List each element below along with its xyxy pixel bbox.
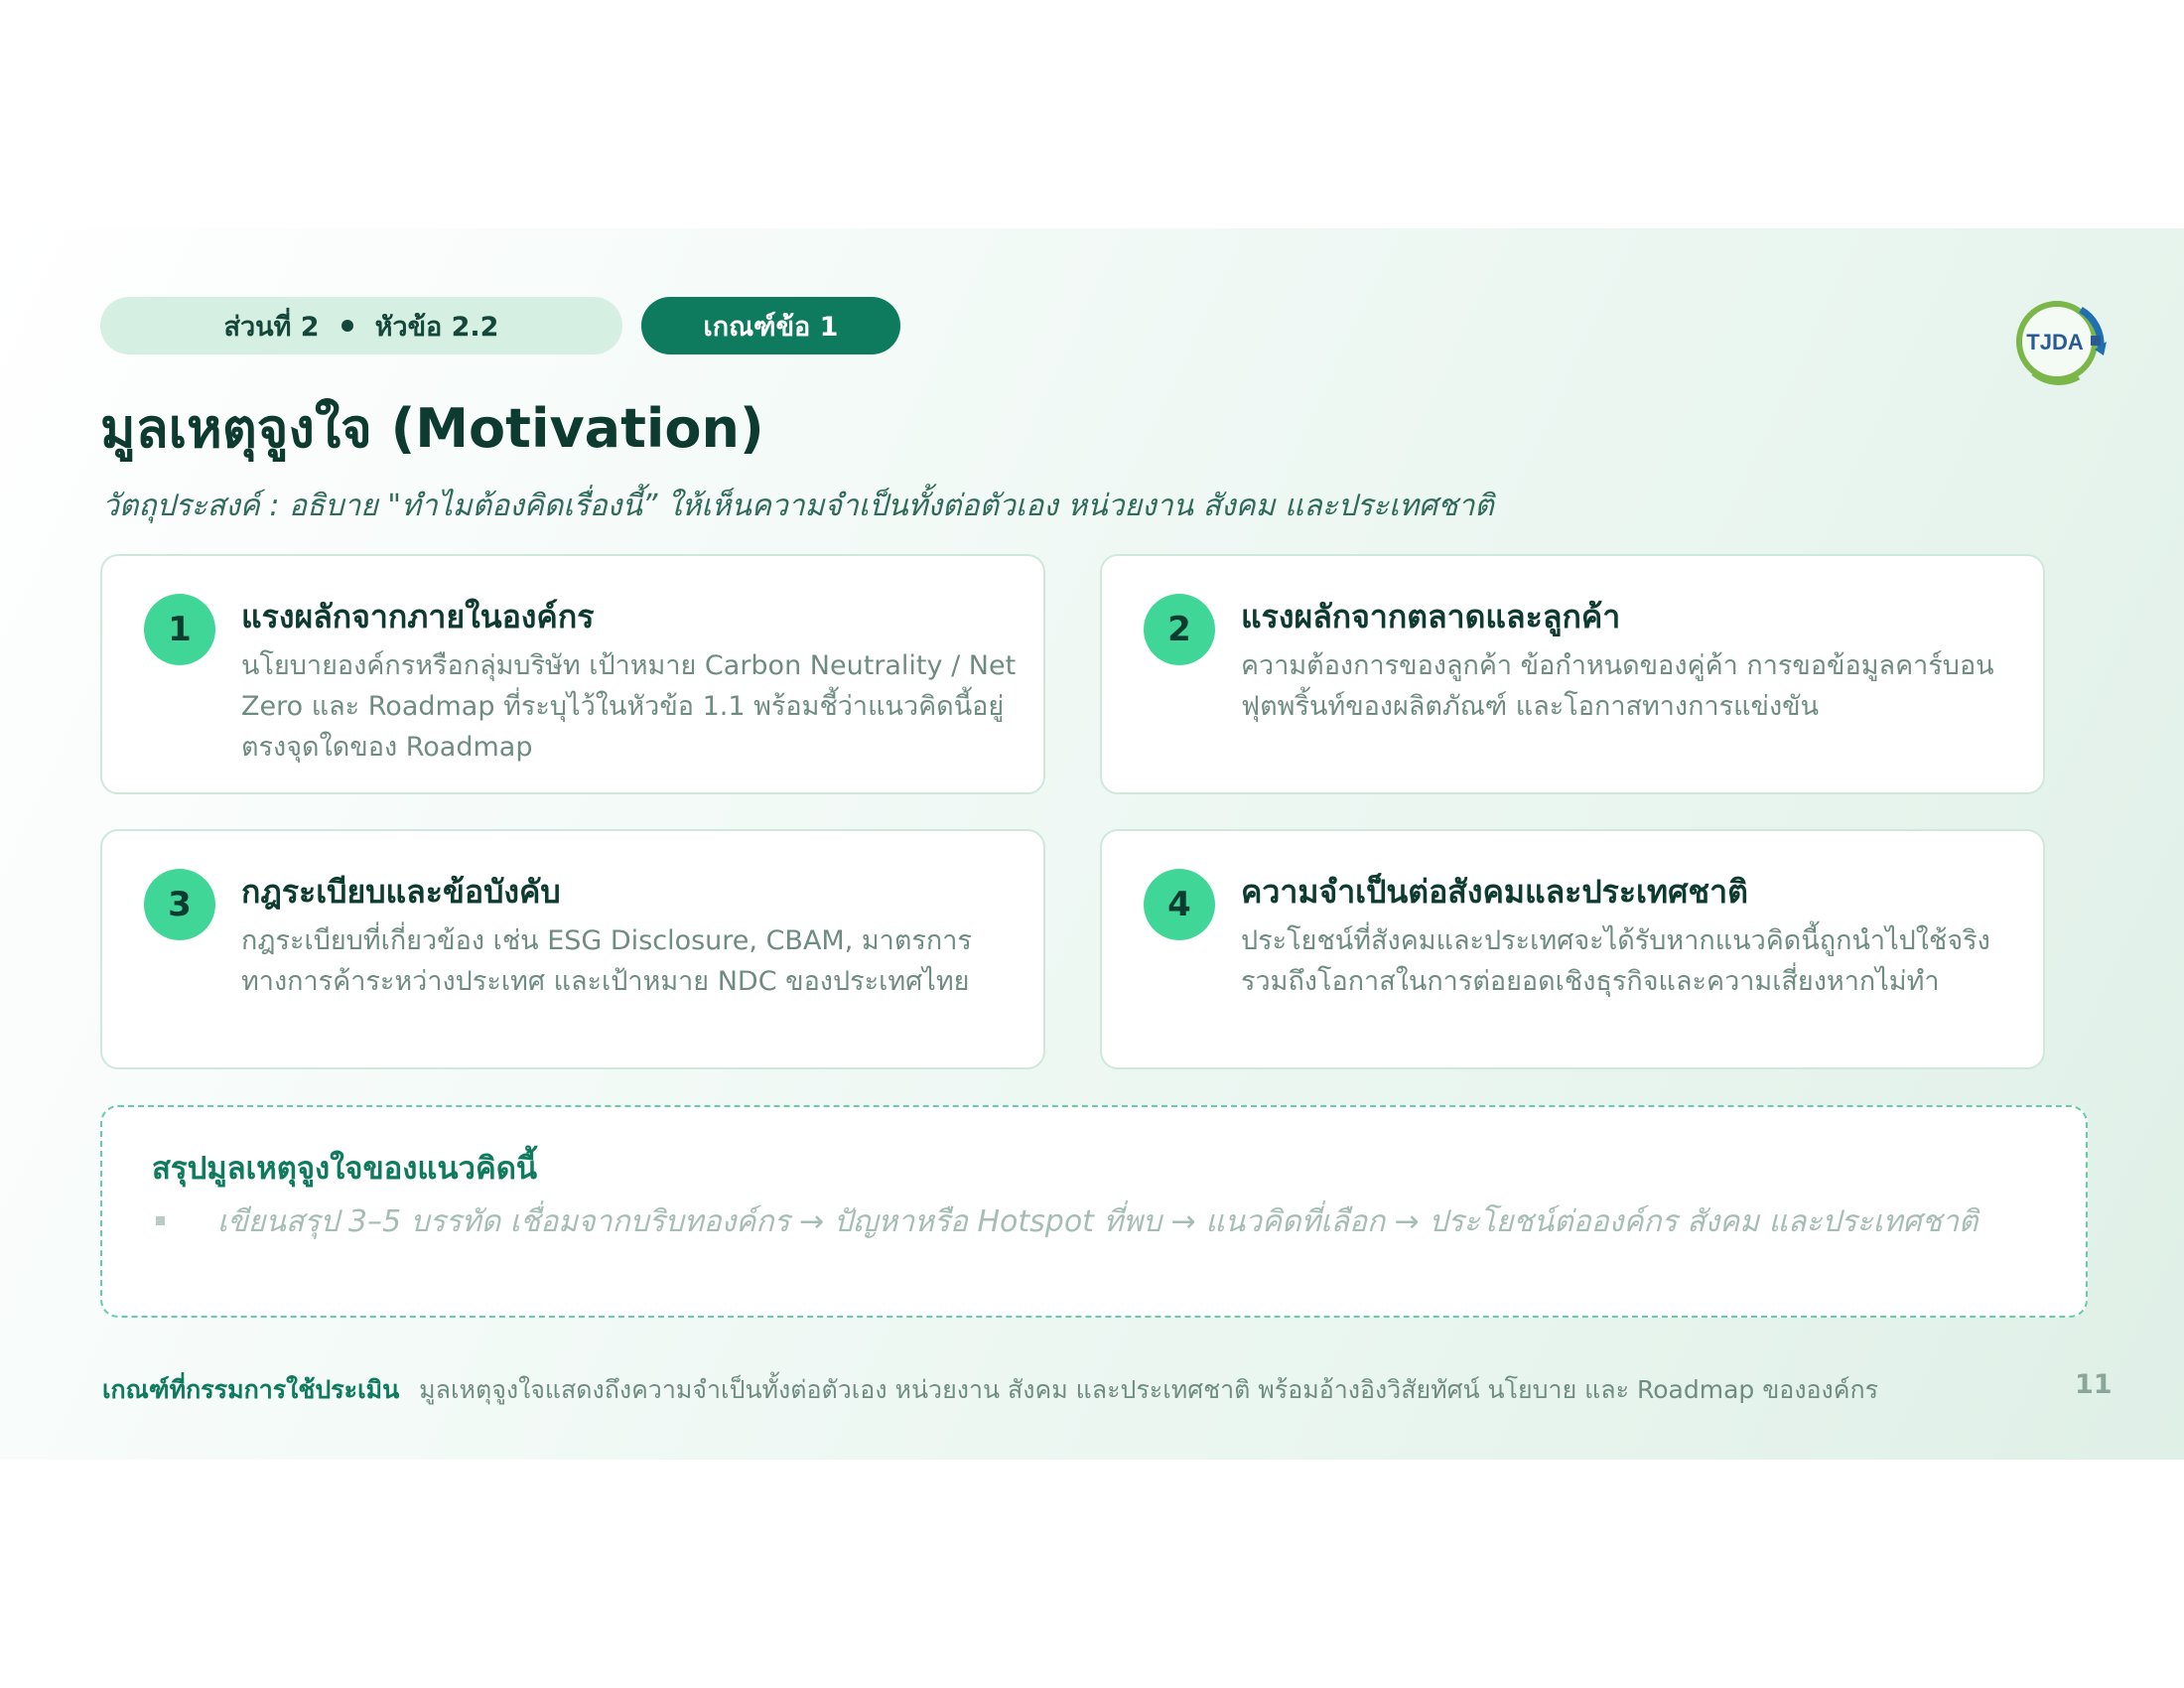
tjda-logo bbox=[2011, 292, 2111, 391]
card-description: ความต้องการของลูกค้า ข้อกำหนดของคู่ค้า การขอข้อมูลคาร์บอนฟุตพริ้นท์ของผลิตภัณฑ์ และโอกาสทางการแข่งขัน bbox=[1241, 650, 1994, 722]
criteria-pill bbox=[641, 297, 900, 354]
page-number: 11 bbox=[2075, 1369, 2113, 1400]
motivation-card bbox=[100, 554, 1045, 794]
summary-box bbox=[100, 1105, 2088, 1318]
card-title: แรงผลักจากตลาดและลูกค้า bbox=[1241, 598, 1621, 635]
footer-label: เกณฑ์ที่กรรมการใช้ประเมิน bbox=[102, 1375, 400, 1404]
summary-placeholder-text: เขียนสรุป 3–5 บรรทัด เชื่อมจากบริบทองค์กร → ปัญหาหรือ Hotspot ที่พบ → แนวคิดที่เลือก → ประโยชน์ต่อองค์กร สังคม และประเทศชาติ bbox=[217, 1204, 1979, 1239]
bullet-square-icon bbox=[156, 1216, 165, 1225]
criteria-label: เกณฑ์ข้อ 1 bbox=[703, 311, 839, 343]
page-subtitle: วัตถุประสงค์ : อธิบาย "ทำไมต้องคิดเรื่องนี้” ให้เห็นความจำเป็นทั้งต่อตัวเอง หน่วยงาน สังคม และประเทศชาติ bbox=[102, 489, 1494, 523]
card-description: นโยบายองค์กรหรือกลุ่มบริษัท เป้าหมาย Carbon Neutrality / Net Zero และ Roadmap ที่ระบุไว้ในหัวข้อ 1.1 พร้อมชี้ว่าแนวคิดนี้อยู่ตรงจุดใดของ Roadmap bbox=[241, 650, 1017, 763]
section-topic: หัวข้อ 2.2 bbox=[374, 311, 499, 343]
footer-text: มูลเหตุจูงใจแสดงถึงความจำเป็นทั้งต่อตัวเอง หน่วยงาน สังคม และประเทศชาติ พร้อมอ้างอิงวิสัยทัศน์ นโยบาย และ Roadmap ขององค์กร bbox=[419, 1375, 1879, 1404]
summary-title: สรุปมูลเหตุจูงใจของแนวคิดนี้ bbox=[152, 1151, 538, 1187]
bullet-dot-icon bbox=[341, 320, 353, 332]
card-number-badge: 2 bbox=[1144, 594, 1215, 665]
card-title: แรงผลักจากภายในองค์กร bbox=[241, 598, 595, 635]
footer bbox=[102, 1370, 1878, 1410]
card-number-badge: 1 bbox=[144, 594, 215, 665]
motivation-card bbox=[1100, 829, 2045, 1069]
motivation-card bbox=[100, 829, 1045, 1069]
card-description: ประโยชน์ที่สังคมและประเทศจะได้รับหากแนวคิดนี้ถูกนำไปใช้จริง รวมถึงโอกาสในการต่อยอดเชิงธุรกิจและความเสี่ยงหากไม่ทำ bbox=[1241, 925, 1990, 997]
section-pill bbox=[100, 297, 622, 354]
page-title: มูลเหตุจูงใจ (Motivation) bbox=[100, 397, 764, 460]
card-title: กฎระเบียบและข้อบังคับ bbox=[241, 873, 561, 911]
card-number-badge: 3 bbox=[144, 869, 215, 940]
motivation-card bbox=[1100, 554, 2045, 794]
logo-text: TJDA bbox=[2026, 330, 2084, 354]
card-description: กฎระเบียบที่เกี่ยวข้อง เช่น ESG Disclosure, CBAM, มาตรการทางการค้าระหว่างประเทศ และเป้าหมาย NDC ของประเทศไทย bbox=[241, 925, 972, 997]
slide bbox=[0, 228, 2184, 1460]
card-title: ความจำเป็นต่อสังคมและประเทศชาติ bbox=[1241, 873, 1748, 911]
card-number-badge: 4 bbox=[1144, 869, 1215, 940]
section-part: ส่วนที่ 2 bbox=[223, 311, 320, 343]
